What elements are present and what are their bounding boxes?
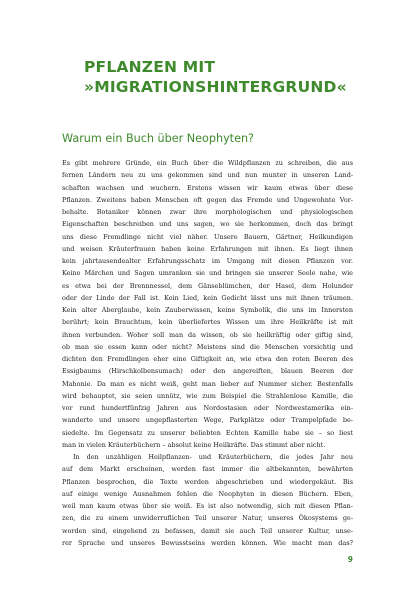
text-line: ob man sie essen kann oder nicht? Meistens sind die Menschen vorsichtig und [62, 342, 353, 351]
text-line: Keine Märchen und Sagen umranken sie und bringen sie unserer Seele nahe, wie [62, 269, 353, 278]
text-line: auf dem Markt erscheinen, werden fast immer die altbekannten, bewährten [62, 465, 353, 474]
text-line: uns diese Fremdlinge nicht viel näher. Unsere Bauern, Gärtner, Heilkundigen [62, 232, 353, 241]
text-line: kein jahrtausendealter Erfahrungsschatz im Umgang mit diesen Pflanzen vor. [62, 257, 353, 265]
chapter-title-line-2: »MIGRATIONSHINTERGRUND« [84, 78, 347, 96]
text-line: fernen Ländern neu zu uns gekommen sind und nun munter in unseren Land- [62, 171, 353, 180]
text-line: Kein alter Aberglaube, kein Zauberwissen, keine Symbolik, die uns im Innersten [62, 306, 353, 314]
text-line: es etwa bei der Brennnessel, dem Gänseblümchen, der Hasel, dem Holunder [62, 281, 353, 290]
text-line: man in vielen Kräuterbüchern – absolut keine Heilkräfte. Das stimmt aber nicht. [62, 440, 326, 449]
chapter-title [84, 57, 384, 97]
text-line: Eigenschaften beschreiben und uns sagen, wo sie herkommen, doch das bringt [62, 220, 353, 229]
text-line: siedelte. Im Gegensatz zu unserer beliebten Echten Kamille habe sie – so liest [62, 428, 353, 437]
section-heading: Warum ein Buch über Neophyten? [62, 132, 254, 145]
text-line: dichten den Fremdlingen eher eine Giftigkeit an, wie etwa den roten Beeren des [62, 355, 353, 363]
text-line: Es gibt mehrere Gründe, ein Buch über die Wildpflanzen zu schreiben, die aus [62, 159, 353, 167]
text-line: oder der Linde der Fall ist. Kein Lied, kein Gedicht lässt uns mit ihnen träumen. [62, 293, 353, 302]
text-line: wanderte und unsere ungepflasterten Wege, Parkplätze oder Trampelpfade be- [62, 416, 353, 425]
text-line: Pflanzen besprochen, die Texte werden abgeschrieben und wiedergekäut. Bis [62, 477, 353, 486]
text-line: Mahonie. Da man es nicht weiß, geht man lieber auf Nummer sicher. Bestenfalls [62, 379, 353, 388]
text-line: Pflanzen. Zweitens haben Menschen oft gegen das Fremde und Ungewohnte Vor- [62, 195, 353, 204]
text-line: rer Sprache und unseres Bewusstseins werden können. Wie macht man das? [62, 538, 353, 547]
text-line: und weisen Kräuterfrauen haben keine Erfahrungen mit ihnen. Es liegt ihnen [62, 244, 353, 253]
text-line: worden sind, eingehend zu befassen, damit sie auch Teil unserer Kultur, unse- [62, 526, 353, 535]
text-line: Essigbaums (Hirschkolbensumach) oder den angereiften, blauen Beeren der [62, 367, 353, 376]
chapter-title-line-1: PFLANZEN MIT [84, 58, 216, 76]
text-line: behalte. Botaniker können zwar ihre morphologischen und physiologischen [62, 208, 353, 216]
text-line: schaften wachsen und wuchern. Erstens wissen wir kaum etwas über diese [62, 183, 353, 192]
text-line: vor rund hundertfünfzig Jahren aus Nordostasien oder Nordwestamerika ein- [62, 404, 353, 412]
body-text [62, 157, 353, 549]
text-line: zen, die zu einem unwiderruflichen Teil unserer Natur, unseres Ökosystems ge- [62, 514, 353, 523]
text-line: In den unzähligen Heilpflanzen- und Kräuterbüchern, die jedes Jahr neu [73, 453, 353, 461]
text-line: auf einige wenige Ausnahmen fehlen die Neophyten in diesen Büchern. Eben, [62, 489, 353, 498]
page-number: 9 [347, 555, 353, 564]
text-line: wird behauptet, sie seien unnütz, wie zum Beispiel die Strahlenlose Kamille, die [62, 391, 353, 400]
text-line: ihnen verbunden. Woher soll man da wissen, ob sie heilkräftig oder giftig sind, [62, 330, 353, 339]
text-line: berührt; kein Brauchtum, kein überliefertes Wissen um ihre Heilkräfte ist mit [62, 318, 353, 327]
text-line: weil man kaum etwas über sie weiß. Es ist also notwendig, sich mit diesen Pflan- [62, 502, 353, 510]
